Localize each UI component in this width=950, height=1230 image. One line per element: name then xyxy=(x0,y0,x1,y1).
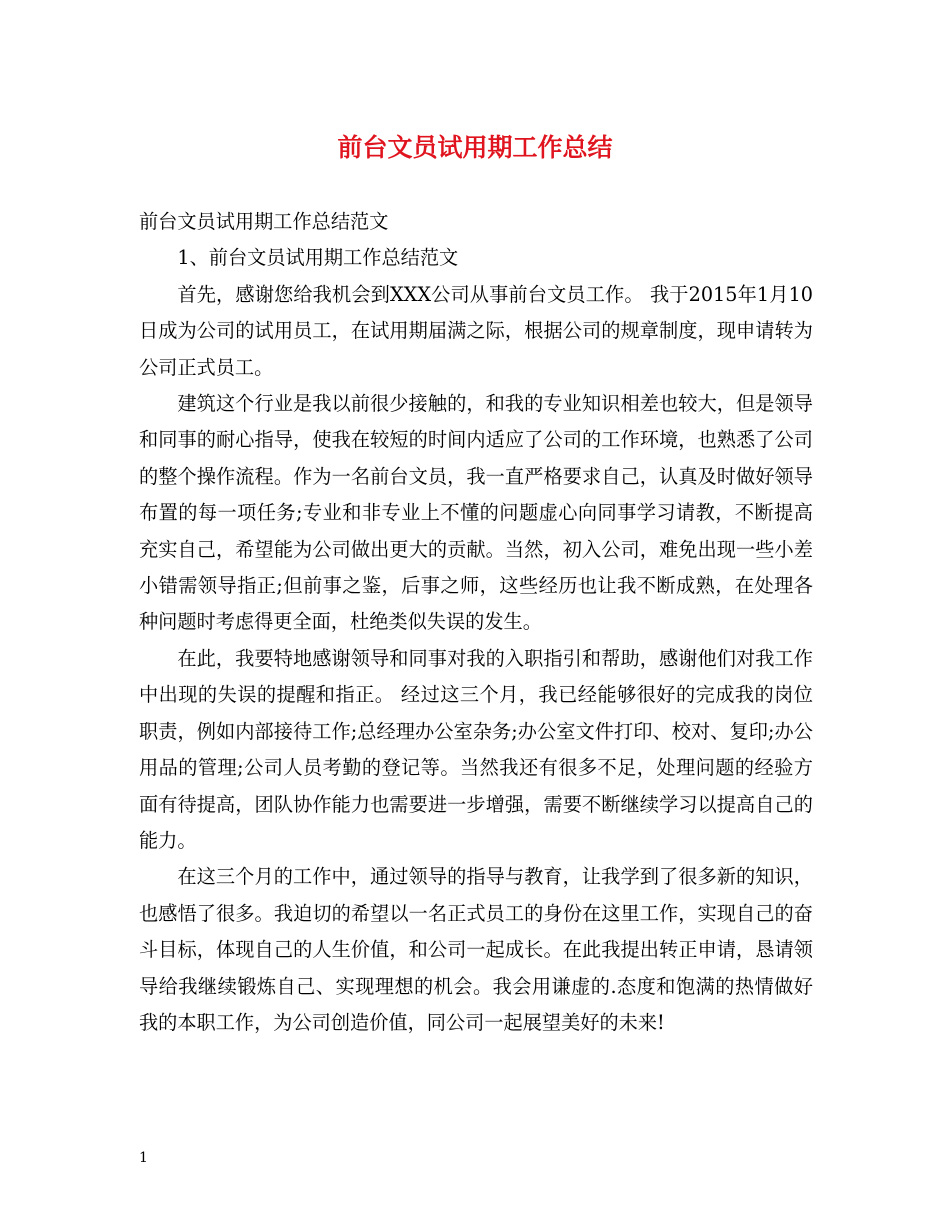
document-title: 前台文员试用期工作总结 xyxy=(337,133,613,162)
section-heading: 1、前台文员试用期工作总结范文 xyxy=(177,246,459,270)
paragraph: 首先，感谢您给我机会到XXX公司从事前台文员工作。 我于2015年1月10日成为公司的试用员工，在试用期届满之际，根据公司的规章制度，现申请转为公司正式员工。 xyxy=(139,282,813,379)
page-number: 1 xyxy=(139,1150,148,1166)
paragraph: 在这三个月的工作中，通过领导的指导与教育，让我学到了很多新的知识，也感悟了很多。我迫切的希望以一名正式员工的身份在这里工作，实现自己的奋斗目标，体现自己的人生价值，和公司一起成长。在此我提出转正申请，恳请领导给我继续锻炼自己、实现理想的机会。我会用谦虚的.态度和饱满的热情做好我的本职工作，为公司创造价值，同公司一起展望美好的未来! xyxy=(139,865,813,1034)
document-body xyxy=(139,204,813,1041)
paragraph: 建筑这个行业是我以前很少接触的，和我的专业知识相差也较大，但是领导和同事的耐心指导，使我在较短的时间内适应了公司的工作环境，也熟悉了公司的整个操作流程。作为一名前台文员，我一直严格要求自己，认真及时做好领导布置的每一项任务;专业和非专业上不懂的问题虚心向同事学习请教，不断提高充实自己，希望能为公司做出更大的贡献。当然，初入公司，难免出现一些小差小错需领导指正;但前事之鉴，后事之师，这些经历也让我不断成熟，在处理各种问题时考虑得更全面，杜绝类似失误的发生。 xyxy=(139,392,813,634)
paragraph: 在此，我要特地感谢领导和同事对我的入职指引和帮助，感谢他们对我工作中出现的失误的提醒和指正。 经过这三个月，我已经能够很好的完成我的岗位职责，例如内部接待工作;总经理办公室杂务;办公室文件打印、校对、复印;办公用品的管理;公司人员考勤的登记等。当然我还有很多不足，处理问题的经验方面有待提高，团队协作能力也需要进一步增强，需要不断继续学习以提高自己的能力。 xyxy=(139,646,813,852)
document-subtitle: 前台文员试用期工作总结范文 xyxy=(139,210,389,233)
